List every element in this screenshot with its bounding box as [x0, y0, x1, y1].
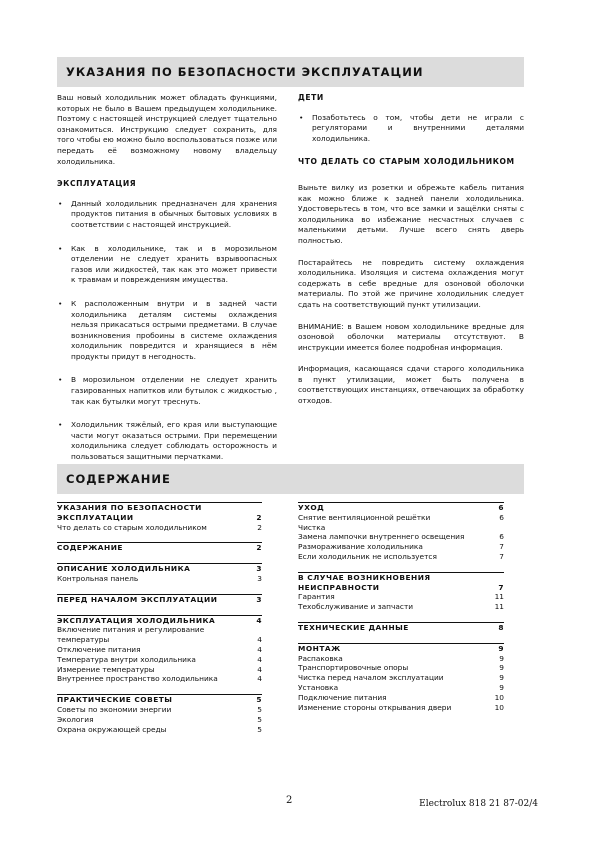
operation-item	[57, 299, 277, 363]
toc-entry-page: 11	[494, 602, 504, 612]
toc-section-heading[interactable]	[57, 564, 262, 574]
safety-left-column	[57, 93, 277, 476]
toc-heading-page: 6	[498, 503, 504, 512]
toc-section-heading[interactable]	[298, 644, 504, 654]
toc-entry-label: Транспортировочные опоры	[298, 663, 409, 673]
toc-entry-page: 10	[494, 702, 504, 712]
toc-entry-label: Чистка	[298, 522, 326, 532]
toc-heading-page: 3	[256, 564, 262, 574]
toc-entry[interactable]	[298, 663, 504, 673]
toc-entry-page: 11	[494, 592, 504, 602]
children-item-text: Позаботьтесь о том, чтобы дети не играли с регуляторами и внутренними деталями холодильника.	[312, 112, 524, 143]
toc-heading-label: ПЕРЕД НАЧАЛОМ ЭКСПЛУАТАЦИИ	[57, 594, 218, 604]
toc-entry[interactable]	[57, 625, 262, 635]
toc-entry[interactable]	[57, 574, 262, 584]
toc-section-heading[interactable]	[298, 583, 504, 593]
toc-entry-page: 4	[257, 644, 262, 654]
toc-entry-page: 2	[257, 522, 262, 532]
toc-section	[298, 622, 504, 633]
operation-item-text: Данный холодильник предназначен для хранения продуктов питания в обычных бытовых условиях в соответствии с настоящей инструкцией.	[71, 198, 277, 229]
toc-entry[interactable]	[298, 703, 504, 713]
toc-entry-label: Отключение питания	[57, 644, 141, 654]
toc-entry-label: температуры	[57, 635, 110, 645]
toc-section-heading[interactable]	[57, 595, 262, 605]
toc-entry[interactable]	[298, 532, 504, 542]
bullet-icon: •	[58, 420, 63, 430]
toc-heading-page: 9	[498, 643, 504, 653]
toc-right-column	[298, 502, 504, 722]
toc-entry-label: Что делать со старым холодильником	[57, 522, 207, 532]
toc-entry-label: Включение питания и регулирование	[57, 625, 205, 635]
toc-entry[interactable]	[57, 635, 262, 645]
toc-entry-label: Размораживание холодильника	[298, 542, 423, 552]
toc-section-heading[interactable]	[57, 513, 262, 523]
toc-entry-page: 7	[499, 542, 504, 552]
operation-item	[57, 375, 277, 407]
toc-heading-label: В СЛУЧАЕ ВОЗНИКНОВЕНИЯ	[298, 572, 431, 582]
toc-entry-page: 10	[494, 692, 504, 702]
toc-entry[interactable]	[298, 592, 504, 602]
safety-right-column	[298, 93, 524, 418]
toc-heading-label: ЭКСПЛУАТАЦИЯ ХОЛОДИЛЬНИКА	[57, 615, 216, 625]
toc-entry[interactable]	[298, 523, 504, 533]
toc-section	[298, 572, 504, 612]
toc-heading-page: 3	[256, 594, 262, 604]
toc-heading-label: ТЕХНИЧЕСКИЕ ДАННЫЕ	[298, 622, 409, 632]
toc-section	[57, 542, 262, 553]
toc-entry[interactable]	[298, 683, 504, 693]
old-fridge-paragraph: Информация, касающаяся сдачи старого холодильника в пункт утилизации, может быть получена в соответствующих инстанциях, отвечающих за обработку отходов.	[298, 364, 524, 406]
toc-heading-label: НЕИСПРАВНОСТИ	[298, 582, 380, 592]
old-fridge-paragraph: Постарайтесь не повредить систему охлаждения холодильника. Изоляция и система охлаждения могут содержать в себе вредные для озоновой оболочки материалы. По этой же причине холодильник следует сдать на соответствующий пункт утилизации.	[298, 257, 524, 309]
operation-item-text: Как в холодильнике, так и в морозильном отделении не следует хранить взрывоопасных газов или жидкостей, так как это может привести к травмам и повреждениям имущества.	[71, 243, 277, 285]
old-fridge-paragraph: ВНИМАНИЕ: в Вашем новом холодильнике вредные для озоновой оболочки материалы отсутствуют. В инструкции имеется более подробная информация.	[298, 321, 524, 352]
toc-entry[interactable]	[57, 705, 262, 715]
bullet-icon: •	[58, 198, 63, 208]
safety-intro: Ваш новый холодильник может обладать функциями, которых не было в Вашем предыдущем холодильнике. Поэтому с настоящей инструкцией следует тщательно ознакомиться. Инструкцию следует сохранить, для того чтобы ею можно было воспользоваться позже или передать её возможному новому владельцу холодильника.	[57, 93, 277, 166]
toc-entry-label: Установка	[298, 682, 339, 692]
operation-heading: ЭКСПЛУАТАЦИЯ	[57, 179, 137, 189]
toc-section-heading[interactable]	[57, 503, 262, 513]
toc-entry[interactable]	[298, 513, 504, 523]
toc-entry-page: 9	[499, 663, 504, 673]
toc-entry-page: 5	[257, 724, 262, 734]
toc-entry[interactable]	[57, 523, 262, 533]
toc-entry-label: Распаковка	[298, 653, 343, 663]
toc-entry-page: 9	[499, 682, 504, 692]
toc-entry-label: Чистка перед началом эксплуатации	[298, 673, 444, 683]
toc-entry-label: Контрольная панель	[57, 573, 139, 583]
operation-item	[57, 244, 277, 286]
toc-entry-page: 5	[257, 704, 262, 714]
toc-heading-label: ЭКСПЛУАТАЦИИ	[57, 512, 134, 522]
toc-section-heading[interactable]	[57, 695, 262, 705]
toc-entry-label: Внутреннее пространство холодильника	[57, 674, 218, 684]
bullet-icon: •	[299, 112, 304, 122]
contents-header-band	[57, 464, 524, 494]
toc-entry[interactable]	[57, 655, 262, 665]
toc-section	[298, 643, 504, 713]
toc-entry-label: Изменение стороны открывания двери	[298, 702, 452, 712]
toc-entry-page: 4	[257, 664, 262, 674]
old-fridge-heading: ЧТО ДЕЛАТЬ СО СТАРЫМ ХОЛОДИЛЬНИКОМ	[298, 157, 515, 167]
toc-section	[57, 694, 262, 734]
toc-entry[interactable]	[298, 673, 504, 683]
operation-item-text: В морозильном отделении не следует хранить газированных напитков или бутылок с жидкостью , так как бутылки могут треснуть.	[71, 375, 277, 406]
toc-entry-label: Техобслуживание и запчасти	[298, 602, 414, 612]
toc-heading-page: 4	[256, 615, 262, 625]
toc-section-heading[interactable]	[298, 573, 504, 583]
old-fridge-paragraphs	[298, 183, 524, 407]
toc-heading-page: 8	[498, 622, 504, 632]
bullet-icon: •	[58, 243, 63, 253]
toc-entry-label: Если холодильник не используется	[298, 551, 437, 561]
toc-entry-label: Охрана окружающей среды	[57, 724, 167, 734]
toc-entry-page: 4	[257, 654, 262, 664]
toc-heading-label: УХОД	[298, 503, 325, 512]
toc-entry-page: 6	[499, 512, 504, 522]
bullet-icon: •	[58, 298, 63, 308]
safety-header-band	[57, 57, 524, 87]
children-heading: ДЕТИ	[298, 93, 324, 102]
toc-entry[interactable]	[57, 665, 262, 675]
toc-entry[interactable]	[298, 552, 504, 562]
children-list	[298, 113, 524, 145]
document-code: Electrolux 818 21 87-02/4	[419, 799, 538, 809]
toc-section-heading[interactable]	[298, 623, 504, 633]
toc-entry-page	[490, 523, 504, 533]
toc-heading-page: 2	[256, 512, 262, 522]
toc-heading-label: ОПИСАНИЕ ХОЛОДИЛЬНИКА	[57, 564, 191, 574]
toc-entry-label: Измерение температуры	[57, 664, 155, 674]
toc-entry-page: 7	[499, 551, 504, 561]
toc-heading-label: ПРАКТИЧЕСКИЕ СОВЕТЫ	[57, 695, 173, 705]
toc-entry-page: 9	[499, 673, 504, 683]
toc-entry[interactable]	[57, 715, 262, 725]
toc-section	[57, 615, 262, 685]
operation-item-text: К расположенным внутри и в задней части холодильника деталям системы охлаждения нельзя прикасаться острыми предметами. В случае возникновения пробоины в системе охлаждения холодильник повредится и хранящиеся в нём продукты придут в негодность.	[71, 298, 277, 361]
toc-entry-label: Советы по экономии энергии	[57, 704, 172, 714]
toc-entry-label: Температура внутри холодильника	[57, 654, 196, 664]
toc-left-column	[57, 502, 262, 744]
toc-entry[interactable]	[57, 674, 262, 684]
toc-entry-page	[248, 625, 262, 635]
toc-entry-page: 3	[257, 573, 262, 583]
toc-entry[interactable]	[298, 654, 504, 664]
children-item	[298, 113, 524, 145]
toc-heading-label: УКАЗАНИЯ ПО БЕЗОПАСНОСТИ	[57, 503, 202, 512]
operation-item	[57, 420, 277, 462]
toc-entry-page: 5	[257, 714, 262, 724]
toc-entry-label: Подключение питания	[298, 692, 387, 702]
toc-section	[57, 502, 262, 532]
old-fridge-paragraph: Выньте вилку из розетки и обрежьте кабель питания как можно ближе к задней панели холодильника. Удостоверьтесь в том, что все замки и защёлки сняты с холодильника во избежание несчастных случаев с маленькими детьми. Лучше всего снять дверь полностью.	[298, 182, 524, 245]
page-number: 2	[286, 795, 293, 806]
contents-title: СОДЕРЖАНИЕ	[66, 472, 171, 486]
toc-entry-label: Замена лампочки внутреннего освещения	[298, 532, 465, 542]
toc-entry-label: Экология	[57, 714, 94, 724]
operation-item	[57, 199, 277, 231]
toc-entry-page: 4	[257, 674, 262, 684]
safety-title: УКАЗАНИЯ ПО БЕЗОПАСНОСТИ ЭКСПЛУАТАЦИИ	[66, 65, 424, 79]
toc-entry[interactable]	[298, 693, 504, 703]
toc-section	[57, 563, 262, 584]
toc-section-heading[interactable]	[57, 616, 262, 626]
toc-section-heading[interactable]	[57, 543, 262, 553]
toc-entry[interactable]	[57, 725, 262, 735]
toc-heading-page: 7	[498, 582, 504, 592]
toc-entry-page: 9	[499, 653, 504, 663]
toc-section	[298, 502, 504, 562]
operation-list	[57, 199, 277, 463]
toc-heading-label: СОДЕРЖАНИЕ	[57, 543, 123, 553]
toc-entry-page: 6	[499, 532, 504, 542]
toc-entry[interactable]	[298, 542, 504, 552]
toc-entry-page: 4	[257, 635, 262, 645]
toc-section-heading[interactable]	[298, 503, 504, 513]
operation-item-text: Холодильник тяжёлый, его края или выступающие части могут оказаться острыми. При перемещении холодильника следует соблюдать осторожность и пользоваться защитными перчатками.	[71, 420, 277, 462]
toc-heading-page: 2	[256, 543, 262, 553]
bullet-icon: •	[58, 375, 63, 385]
toc-entry[interactable]	[57, 645, 262, 655]
toc-entry-label: Снятие вентиляционной решётки	[298, 512, 431, 522]
toc-entry[interactable]	[298, 602, 504, 612]
toc-heading-label: МОНТАЖ	[298, 643, 341, 653]
toc-section	[57, 594, 262, 605]
toc-heading-page: 5	[256, 695, 262, 705]
toc-entry-label: Гарантия	[298, 592, 335, 602]
